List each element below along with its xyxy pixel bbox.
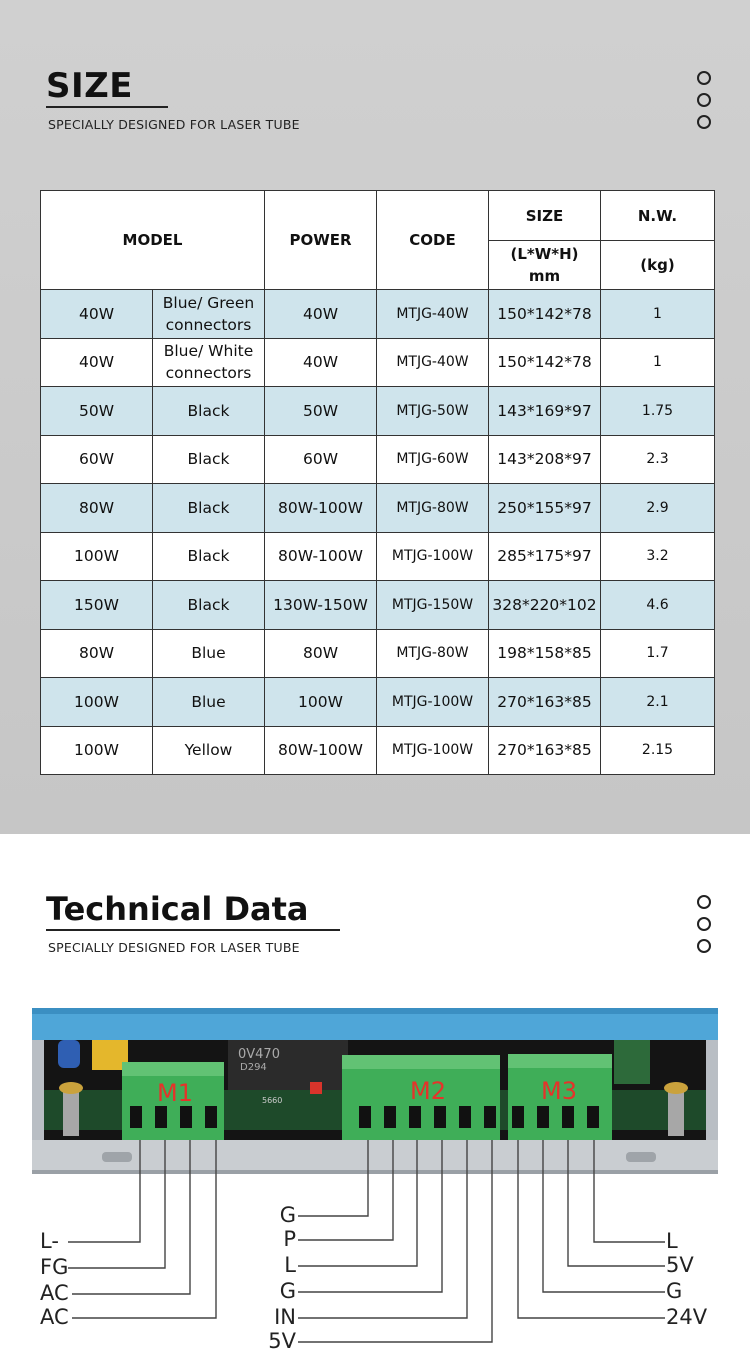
cell-nw: 2.3: [601, 435, 715, 484]
cell-color: Black: [153, 581, 265, 630]
m2-pin-label: L: [284, 1253, 296, 1277]
cell-size: 270*163*85: [489, 726, 601, 775]
header-size: SIZE: [489, 191, 601, 241]
m2-pin-label: 5V: [268, 1329, 296, 1353]
cell-color: Yellow: [153, 726, 265, 775]
cell-code: MTJG-100W: [377, 532, 489, 581]
header-model: MODEL: [41, 191, 265, 290]
m1-pin-label: AC: [40, 1281, 69, 1305]
cell-watt: 40W: [41, 338, 153, 387]
m2-pin-label: G: [279, 1279, 296, 1303]
cell-color: Blue/ Green connectors: [153, 290, 265, 339]
cell-watt: 50W: [41, 387, 153, 436]
cell-nw: 1: [601, 290, 715, 339]
cell-size: 270*163*85: [489, 678, 601, 727]
terminal-m2-label: M2: [410, 1077, 446, 1105]
size-subtitle: SPECIALLY DESIGNED FOR LASER TUBE: [48, 117, 300, 132]
terminal-m3-label: M3: [541, 1077, 577, 1105]
cell-size: 198*158*85: [489, 629, 601, 678]
cell-watt: 60W: [41, 435, 153, 484]
cell-power: 80W: [265, 629, 377, 678]
cell-watt: 80W: [41, 629, 153, 678]
m1-pin-label: L-: [40, 1229, 59, 1253]
cell-power: 130W-150W: [265, 581, 377, 630]
terminal-m1-label: M1: [157, 1079, 193, 1107]
chip-text: D294: [240, 1062, 267, 1073]
m3-pin-label: 5V: [666, 1253, 694, 1277]
cell-code: MTJG-80W: [377, 629, 489, 678]
header-code: CODE: [377, 191, 489, 290]
cell-power: 80W-100W: [265, 726, 377, 775]
m3-pin-label: 24V: [666, 1305, 708, 1329]
m1-pin-label: FG: [40, 1255, 69, 1279]
m2-pin-label: G: [279, 1203, 296, 1227]
cell-code: MTJG-50W: [377, 387, 489, 436]
header-nw-unit: (kg): [601, 241, 715, 290]
cell-nw: 1: [601, 338, 715, 387]
cell-watt: 100W: [41, 726, 153, 775]
cell-color: Blue: [153, 678, 265, 727]
cell-watt: 100W: [41, 678, 153, 727]
cell-size: 328*220*102: [489, 581, 601, 630]
m3-pin-label: G: [666, 1279, 683, 1303]
cell-size: 250*155*97: [489, 484, 601, 533]
cell-power: 40W: [265, 338, 377, 387]
cell-power: 80W-100W: [265, 532, 377, 581]
cell-nw: 1.75: [601, 387, 715, 436]
cell-code: MTJG-100W: [377, 678, 489, 727]
cell-code: MTJG-40W: [377, 290, 489, 339]
header-size-unit: (L*W*H) mm: [489, 241, 601, 290]
cell-watt: 150W: [41, 581, 153, 630]
header-power: POWER: [265, 191, 377, 290]
cell-power: 40W: [265, 290, 377, 339]
cell-power: 60W: [265, 435, 377, 484]
cell-size: 150*142*78: [489, 290, 601, 339]
terminal-m3: [508, 1054, 612, 1140]
cell-power: 100W: [265, 678, 377, 727]
cell-watt: 80W: [41, 484, 153, 533]
cell-size: 143*208*97: [489, 435, 601, 484]
tech-title: Technical Data: [46, 890, 309, 928]
cell-watt: 40W: [41, 290, 153, 339]
cell-size: 285*175*97: [489, 532, 601, 581]
cap-text: 0V470: [238, 1047, 280, 1062]
cell-size: 150*142*78: [489, 338, 601, 387]
m1-pin-label: AC: [40, 1305, 69, 1329]
cell-color: Blue/ White connectors: [153, 338, 265, 387]
cell-nw: 1.7: [601, 629, 715, 678]
cell-nw: 2.15: [601, 726, 715, 775]
cell-code: MTJG-60W: [377, 435, 489, 484]
m2-pin-label: IN: [274, 1305, 296, 1329]
cell-code: MTJG-150W: [377, 581, 489, 630]
cell-color: Black: [153, 484, 265, 533]
cell-power: 50W: [265, 387, 377, 436]
cell-code: MTJG-80W: [377, 484, 489, 533]
cell-watt: 100W: [41, 532, 153, 581]
cell-nw: 3.2: [601, 532, 715, 581]
terminal-m2: [342, 1055, 500, 1140]
cell-color: Black: [153, 387, 265, 436]
header-nw: N.W.: [601, 191, 715, 241]
terminal-m1: [122, 1062, 224, 1140]
cell-code: MTJG-100W: [377, 726, 489, 775]
tech-subtitle: SPECIALLY DESIGNED FOR LASER TUBE: [48, 940, 300, 955]
m2-pin-label: P: [283, 1227, 296, 1251]
cell-power: 80W-100W: [265, 484, 377, 533]
cell-nw: 2.9: [601, 484, 715, 533]
cell-color: Black: [153, 532, 265, 581]
cell-size: 143*169*97: [489, 387, 601, 436]
cell-color: Black: [153, 435, 265, 484]
size-title: SIZE: [46, 66, 134, 106]
small-print-text: 5660: [262, 1096, 283, 1105]
m3-pin-label: L: [666, 1229, 678, 1253]
cell-code: MTJG-40W: [377, 338, 489, 387]
cell-nw: 2.1: [601, 678, 715, 727]
cell-nw: 4.6: [601, 581, 715, 630]
cell-color: Blue: [153, 629, 265, 678]
